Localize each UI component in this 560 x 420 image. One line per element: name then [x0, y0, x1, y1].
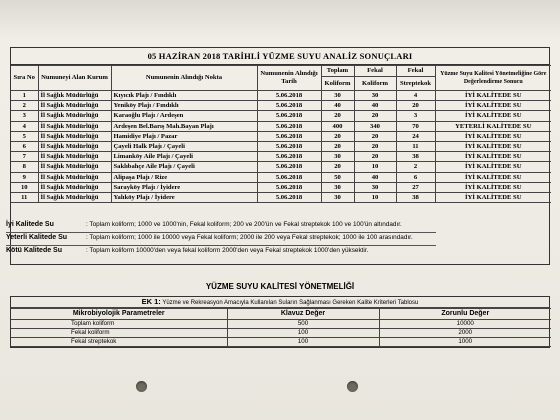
- row-fekal-streptekok: 20: [396, 101, 435, 111]
- row-tarih: 5.06.2018: [257, 141, 321, 151]
- row-fekal-koliform: 20: [354, 141, 396, 151]
- row-kurum: İl Sağlık Müdürlüğü: [38, 121, 111, 131]
- row-kurum: İl Sağlık Müdürlüğü: [38, 141, 111, 151]
- row-nokta: Sarayköy Plajı / İyidere: [111, 182, 257, 192]
- row-number: 8: [11, 162, 38, 172]
- row-number: 6: [11, 141, 38, 151]
- table-row: [11, 91, 551, 101]
- table-row: [11, 152, 551, 162]
- row-sonuc: İYİ KALİTEDE SU: [435, 141, 551, 151]
- row-sonuc: İYİ KALİTEDE SU: [435, 162, 551, 172]
- header-param: Mikrobiyolojik Parametreler: [11, 309, 227, 320]
- row-tarih: 5.06.2018: [257, 91, 321, 101]
- definition-text: : Toplam koliform 10000'den veya fekal koliform 2000'den veya Fekal streptekok 1000'den yüksektir.: [86, 247, 369, 254]
- header-streptekok: Streptekok: [396, 77, 435, 91]
- regulation-row: [11, 329, 551, 338]
- punch-hole-right: [347, 381, 358, 392]
- row-fekal-koliform: 10: [354, 162, 396, 172]
- row-kurum: İl Sağlık Müdürlüğü: [38, 111, 111, 121]
- table-row: [11, 101, 551, 111]
- header-koliform: Koliform: [321, 77, 354, 91]
- row-fekal-koliform: 20: [354, 152, 396, 162]
- row-fekal-koliform: 30: [354, 182, 396, 192]
- page-title: 05 HAZİRAN 2018 TARİHLİ YÜZME SUYU ANALİZ SONUÇLARI: [11, 48, 549, 65]
- row-kurum: İl Sağlık Müdürlüğü: [38, 91, 111, 101]
- regulation-row: [11, 320, 551, 329]
- row-tarih: 5.06.2018: [257, 172, 321, 182]
- regulation-zorunlu: 10000: [379, 320, 551, 329]
- row-tarih: 5.06.2018: [257, 111, 321, 121]
- table-row: [11, 192, 551, 202]
- analysis-table: [11, 65, 551, 203]
- row-fekal-streptekok: 70: [396, 121, 435, 131]
- row-fekal-streptekok: 2: [396, 162, 435, 172]
- row-toplam-koliform: 20: [321, 111, 354, 121]
- row-number: 3: [11, 111, 38, 121]
- row-number: 7: [11, 152, 38, 162]
- row-nokta: Karaoğlu Plajı / Ardeşen: [111, 111, 257, 121]
- row-fekal-streptekok: 24: [396, 131, 435, 141]
- row-toplam-koliform: 20: [321, 131, 354, 141]
- definition-label: Kötü Kalitede Su: [6, 247, 63, 254]
- annex-label: EK 1:: [141, 297, 161, 306]
- row-toplam-koliform: 30: [321, 91, 354, 101]
- row-fekal-koliform: 40: [354, 172, 396, 182]
- header-sonuc: Yüzme Suyu Kalitesi Yönetmeliğine Göre Değerlendirme Sonucu: [435, 66, 551, 91]
- row-tarih: 5.06.2018: [257, 101, 321, 111]
- row-tarih: 5.06.2018: [257, 131, 321, 141]
- regulation-param: Toplam koliform: [11, 320, 227, 329]
- row-nokta: Hamidiye Plajı / Pazar: [111, 131, 257, 141]
- table-row: [11, 182, 551, 192]
- regulation-zorunlu: 1000: [379, 338, 551, 347]
- row-kurum: İl Sağlık Müdürlüğü: [38, 192, 111, 202]
- row-fekal-koliform: 20: [354, 131, 396, 141]
- table-row: [11, 172, 551, 182]
- row-toplam-koliform: 30: [321, 192, 354, 202]
- row-kurum: İl Sağlık Müdürlüğü: [38, 172, 111, 182]
- definition-iyi: [6, 221, 402, 228]
- table-row: [11, 131, 551, 141]
- row-tarih: 5.06.2018: [257, 121, 321, 131]
- header-sira: Sıra No: [11, 66, 38, 91]
- punch-hole-left: [136, 381, 147, 392]
- definition-yeterli: [6, 234, 413, 241]
- table-row: [11, 111, 551, 121]
- row-kurum: İl Sağlık Müdürlüğü: [38, 182, 111, 192]
- row-toplam-koliform: 50: [321, 172, 354, 182]
- header-kurum: Numuneyi Alan Kurum: [38, 66, 111, 91]
- table-row: [11, 121, 551, 131]
- row-sonuc: İYİ KALİTEDE SU: [435, 152, 551, 162]
- definition-kotu: [6, 247, 368, 254]
- regulation-klavuz: 500: [227, 320, 379, 329]
- row-fekal-streptekok: 6: [396, 172, 435, 182]
- row-tarih: 5.06.2018: [257, 152, 321, 162]
- row-tarih: 5.06.2018: [257, 192, 321, 202]
- row-fekal-koliform: 40: [354, 101, 396, 111]
- definition-label: İyi Kalitede Su: [6, 221, 54, 228]
- regulation-header-row: [11, 309, 551, 320]
- row-fekal-koliform: 20: [354, 111, 396, 121]
- annex-heading: [11, 297, 549, 308]
- row-fekal-koliform: 340: [354, 121, 396, 131]
- row-tarih: 5.06.2018: [257, 182, 321, 192]
- annex-text: Yüzme ve Rekreasyon Amacıyla Kullanılan Suların Sağlanması Gereken Kalite Kriterleri Tablosu: [162, 300, 419, 306]
- row-nokta: Yalıköy Plajı / İyidere: [111, 192, 257, 202]
- regulation-zorunlu: 2000: [379, 329, 551, 338]
- row-number: 9: [11, 172, 38, 182]
- regulation-klavuz: 100: [227, 338, 379, 347]
- row-kurum: İl Sağlık Müdürlüğü: [38, 101, 111, 111]
- regulation-param: Fekal koliform: [11, 329, 227, 338]
- row-sonuc: İYİ KALİTEDE SU: [435, 91, 551, 101]
- regulation-row: [11, 338, 551, 347]
- row-fekal-streptekok: 4: [396, 91, 435, 101]
- header-fekal-2: Fekal: [396, 66, 435, 77]
- header-nokta: Numunenin Alındığı Nokta: [111, 66, 257, 91]
- row-kurum: İl Sağlık Müdürlüğü: [38, 152, 111, 162]
- row-fekal-streptekok: 27: [396, 182, 435, 192]
- row-sonuc: İYİ KALİTEDE SU: [435, 172, 551, 182]
- row-nokta: Alipaşa Plajı / Rize: [111, 172, 257, 182]
- table-row: [11, 141, 551, 151]
- header-koliform-2: Koliform: [354, 77, 396, 91]
- row-kurum: İl Sağlık Müdürlüğü: [38, 131, 111, 141]
- row-number: 10: [11, 182, 38, 192]
- row-sonuc: YETERLİ KALİTEDE SU: [435, 121, 551, 131]
- regulation-title: YÜZME SUYU KALİTESİ YÖNETMELİĞİ: [205, 282, 355, 291]
- header-zorunlu: Zorunlu Değer: [379, 309, 551, 320]
- regulation-table-frame: [10, 296, 550, 348]
- definition-text: : Toplam koliform; 1000 ve 1000'nin, Fekal koliform; 200 ve 200'ün ve Fekal streptekok 100 ve 100'ün altındadır.: [86, 221, 402, 228]
- regulation-table: [11, 308, 551, 347]
- top-shadow: [0, 0, 560, 40]
- row-toplam-koliform: 400: [321, 121, 354, 131]
- divider: [6, 232, 436, 233]
- row-kurum: İl Sağlık Müdürlüğü: [38, 162, 111, 172]
- row-toplam-koliform: 40: [321, 101, 354, 111]
- header-tarih: Numunenin Alındığı Tarih: [257, 66, 321, 91]
- row-toplam-koliform: 30: [321, 182, 354, 192]
- regulation-klavuz: 100: [227, 329, 379, 338]
- row-fekal-koliform: 10: [354, 192, 396, 202]
- divider: [6, 245, 436, 246]
- row-sonuc: İYİ KALİTEDE SU: [435, 131, 551, 141]
- header-row-1: [11, 66, 551, 77]
- row-fekal-streptekok: 11: [396, 141, 435, 151]
- row-number: 2: [11, 101, 38, 111]
- row-nokta: Limanköy Aile Plajı / Çayeli: [111, 152, 257, 162]
- row-nokta: Ardeşen Bel.Barış Mah.Bayan Plajı: [111, 121, 257, 131]
- row-nokta: Saklıbahçe Aile Plajı / Çayeli: [111, 162, 257, 172]
- table-row: [11, 162, 551, 172]
- row-toplam-koliform: 20: [321, 162, 354, 172]
- regulation-param: Fekal streptekok: [11, 338, 227, 347]
- row-fekal-koliform: 30: [354, 91, 396, 101]
- row-number: 4: [11, 121, 38, 131]
- row-sonuc: İYİ KALİTEDE SU: [435, 182, 551, 192]
- row-number: 5: [11, 131, 38, 141]
- row-tarih: 5.06.2018: [257, 162, 321, 172]
- row-nokta: Çayeli Halk Plajı / Çayeli: [111, 141, 257, 151]
- row-fekal-streptekok: 38: [396, 192, 435, 202]
- definition-text: : Toplam koliform; 1000 ile 10000 veya Fekal koliform; 2000 ile 200 veya Fekal streptekok; 1000 ile 100 arasındadır.: [86, 234, 413, 241]
- header-klavuz: Klavuz Değer: [227, 309, 379, 320]
- regulation-rows: [11, 320, 551, 347]
- row-number: 1: [11, 91, 38, 101]
- row-number: 11: [11, 192, 38, 202]
- row-fekal-streptekok: 38: [396, 152, 435, 162]
- analysis-rows: [11, 91, 551, 203]
- row-fekal-streptekok: 3: [396, 111, 435, 121]
- row-toplam-koliform: 20: [321, 141, 354, 151]
- row-sonuc: İYİ KALİTEDE SU: [435, 101, 551, 111]
- row-sonuc: İYİ KALİTEDE SU: [435, 111, 551, 121]
- header-fekal: Fekal: [354, 66, 396, 77]
- row-sonuc: İYİ KALİTEDE SU: [435, 192, 551, 202]
- definition-label: Yeterli Kalitede Su: [6, 234, 68, 241]
- row-nokta: Kıyıcık Plajı / Fındıklı: [111, 91, 257, 101]
- row-nokta: Yeniköy Plajı / Fındıklı: [111, 101, 257, 111]
- row-toplam-koliform: 30: [321, 152, 354, 162]
- header-toplam: Toplam: [321, 66, 354, 77]
